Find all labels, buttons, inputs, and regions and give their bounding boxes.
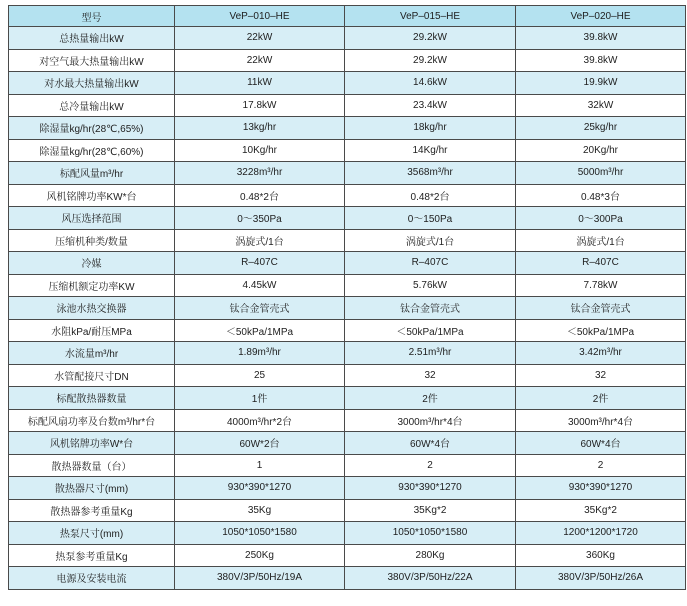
table-cell: ＜50kPa/1MPa (175, 319, 345, 342)
row-label: 除湿量kg/hr(28℃,60%) (9, 139, 175, 162)
table-cell: 380V/3P/50Hz/22A (345, 567, 516, 590)
table-cell: 涡旋式/1台 (175, 229, 345, 252)
table-cell: 14.6kW (345, 72, 516, 95)
row-label: 总热量输出kW (9, 27, 175, 50)
table-cell: 钛合金管壳式 (345, 297, 516, 320)
table-row (9, 252, 686, 275)
header-vep-015-he: VeP–015–HE (345, 6, 516, 27)
table-cell: 18kg/hr (345, 117, 516, 140)
table-cell: 39.8kW (516, 49, 686, 72)
table-row (9, 499, 686, 522)
row-label: 风压选择范围 (9, 207, 175, 230)
table-cell: 3000m³/hr*4台 (345, 409, 516, 432)
table-cell: 0～150Pa (345, 207, 516, 230)
table-cell: 3.42m³/hr (516, 342, 686, 365)
table-row (9, 297, 686, 320)
row-label: 电源及安装电流 (9, 567, 175, 590)
table-row (9, 409, 686, 432)
header-row (9, 6, 686, 27)
row-label: 标配风量m³/hr (9, 162, 175, 185)
table-cell: 39.8kW (516, 27, 686, 50)
table-cell: 60W*2台 (175, 432, 345, 455)
table-cell: R–407C (175, 252, 345, 275)
row-label: 对水最大热量输出kW (9, 72, 175, 95)
table-cell: 380V/3P/50Hz/19A (175, 567, 345, 590)
table-cell: 7.78kW (516, 274, 686, 297)
table-cell: 5000m³/hr (516, 162, 686, 185)
header-vep-010-he: VeP–010–HE (175, 6, 345, 27)
table-cell: 29.2kW (345, 49, 516, 72)
table-cell: 3568m³/hr (345, 162, 516, 185)
table-cell: 2 (345, 454, 516, 477)
table-cell: 0.48*2台 (175, 184, 345, 207)
table-cell: 280Kg (345, 544, 516, 567)
row-label: 对空气最大热量输出kW (9, 49, 175, 72)
row-label: 压缩机种类/数量 (9, 229, 175, 252)
table-cell: 25kg/hr (516, 117, 686, 140)
table-cell: 2件 (516, 387, 686, 410)
table-cell: 11kW (175, 72, 345, 95)
table-cell: 35Kg*2 (516, 499, 686, 522)
row-label: 散热器参考重量Kg (9, 499, 175, 522)
table-cell: 2.51m³/hr (345, 342, 516, 365)
table-cell: 1050*1050*1580 (345, 522, 516, 545)
row-label: 热泵参考重量Kg (9, 544, 175, 567)
table-cell: R–407C (345, 252, 516, 275)
spec-table (8, 5, 686, 590)
table-row (9, 432, 686, 455)
table-cell: 930*390*1270 (516, 477, 686, 500)
table-cell: 1200*1200*1720 (516, 522, 686, 545)
table-cell: 0～300Pa (516, 207, 686, 230)
table-cell: 1件 (175, 387, 345, 410)
table-cell: 17.8kW (175, 94, 345, 117)
row-label: 总冷量输出kW (9, 94, 175, 117)
table-cell: 250Kg (175, 544, 345, 567)
table-cell: 10Kg/hr (175, 139, 345, 162)
table-cell: 4000m³/hr*2台 (175, 409, 345, 432)
table-row (9, 567, 686, 590)
table-row (9, 184, 686, 207)
table-row (9, 27, 686, 50)
table-row (9, 72, 686, 95)
table-cell: 13kg/hr (175, 117, 345, 140)
table-row (9, 387, 686, 410)
table-row (9, 139, 686, 162)
table-cell: 2件 (345, 387, 516, 410)
table-cell: 0.48*2台 (345, 184, 516, 207)
table-cell: 360Kg (516, 544, 686, 567)
table-row (9, 477, 686, 500)
row-label: 散热器数量（台） (9, 454, 175, 477)
table-cell: 35Kg*2 (345, 499, 516, 522)
table-cell: 钛合金管壳式 (175, 297, 345, 320)
table-cell: 22kW (175, 27, 345, 50)
table-row (9, 94, 686, 117)
row-label: 压缩机额定功率KW (9, 274, 175, 297)
row-label: 除湿量kg/hr(28℃,65%) (9, 117, 175, 140)
row-label: 水流量m³/hr (9, 342, 175, 365)
table-cell: 钛合金管壳式 (516, 297, 686, 320)
table-cell: 4.45kW (175, 274, 345, 297)
table-cell: 35Kg (175, 499, 345, 522)
table-cell: 22kW (175, 49, 345, 72)
table-cell: 1050*1050*1580 (175, 522, 345, 545)
spec-table-container (8, 5, 685, 590)
header-model: 型号 (9, 6, 175, 27)
table-cell: 32 (516, 364, 686, 387)
table-cell: 19.9kW (516, 72, 686, 95)
table-cell: 25 (175, 364, 345, 387)
table-cell: 3000m³/hr*4台 (516, 409, 686, 432)
table-cell: 60W*4台 (516, 432, 686, 455)
row-label: 标配散热器数量 (9, 387, 175, 410)
table-cell: 32 (345, 364, 516, 387)
table-cell: R–407C (516, 252, 686, 275)
row-label: 标配风扇功率及台数m³/hr*台 (9, 409, 175, 432)
table-cell: 29.2kW (345, 27, 516, 50)
table-row (9, 162, 686, 185)
header-vep-020-he: VeP–020–HE (516, 6, 686, 27)
table-row (9, 522, 686, 545)
table-cell: 涡旋式/1台 (516, 229, 686, 252)
row-label: 热泵尺寸(mm) (9, 522, 175, 545)
table-cell: 3228m³/hr (175, 162, 345, 185)
row-label: 泳池水热交换器 (9, 297, 175, 320)
table-row (9, 342, 686, 365)
table-cell: ＜50kPa/1MPa (345, 319, 516, 342)
table-cell: 1 (175, 454, 345, 477)
row-label: 水管配接尺寸DN (9, 364, 175, 387)
row-label: 风机铭牌功率W*台 (9, 432, 175, 455)
table-cell: 930*390*1270 (175, 477, 345, 500)
table-cell: ＜50kPa/1MPa (516, 319, 686, 342)
table-row (9, 454, 686, 477)
table-cell: 930*390*1270 (345, 477, 516, 500)
table-row (9, 207, 686, 230)
table-cell: 5.76kW (345, 274, 516, 297)
table-row (9, 544, 686, 567)
row-label: 散热器尺寸(mm) (9, 477, 175, 500)
table-cell: 1.89m³/hr (175, 342, 345, 365)
table-cell: 23.4kW (345, 94, 516, 117)
table-row (9, 49, 686, 72)
table-cell: 0.48*3台 (516, 184, 686, 207)
table-row (9, 274, 686, 297)
table-cell: 14Kg/hr (345, 139, 516, 162)
table-row (9, 364, 686, 387)
table-cell: 涡旋式/1台 (345, 229, 516, 252)
row-label: 风机铭牌功率KW*台 (9, 184, 175, 207)
table-cell: 2 (516, 454, 686, 477)
row-label: 冷媒 (9, 252, 175, 275)
table-cell: 0～350Pa (175, 207, 345, 230)
table-cell: 380V/3P/50Hz/26A (516, 567, 686, 590)
table-row (9, 319, 686, 342)
table-cell: 20Kg/hr (516, 139, 686, 162)
table-cell: 32kW (516, 94, 686, 117)
table-row (9, 229, 686, 252)
table-cell: 60W*4台 (345, 432, 516, 455)
row-label: 水阻kPa/耐压MPa (9, 319, 175, 342)
table-row (9, 117, 686, 140)
